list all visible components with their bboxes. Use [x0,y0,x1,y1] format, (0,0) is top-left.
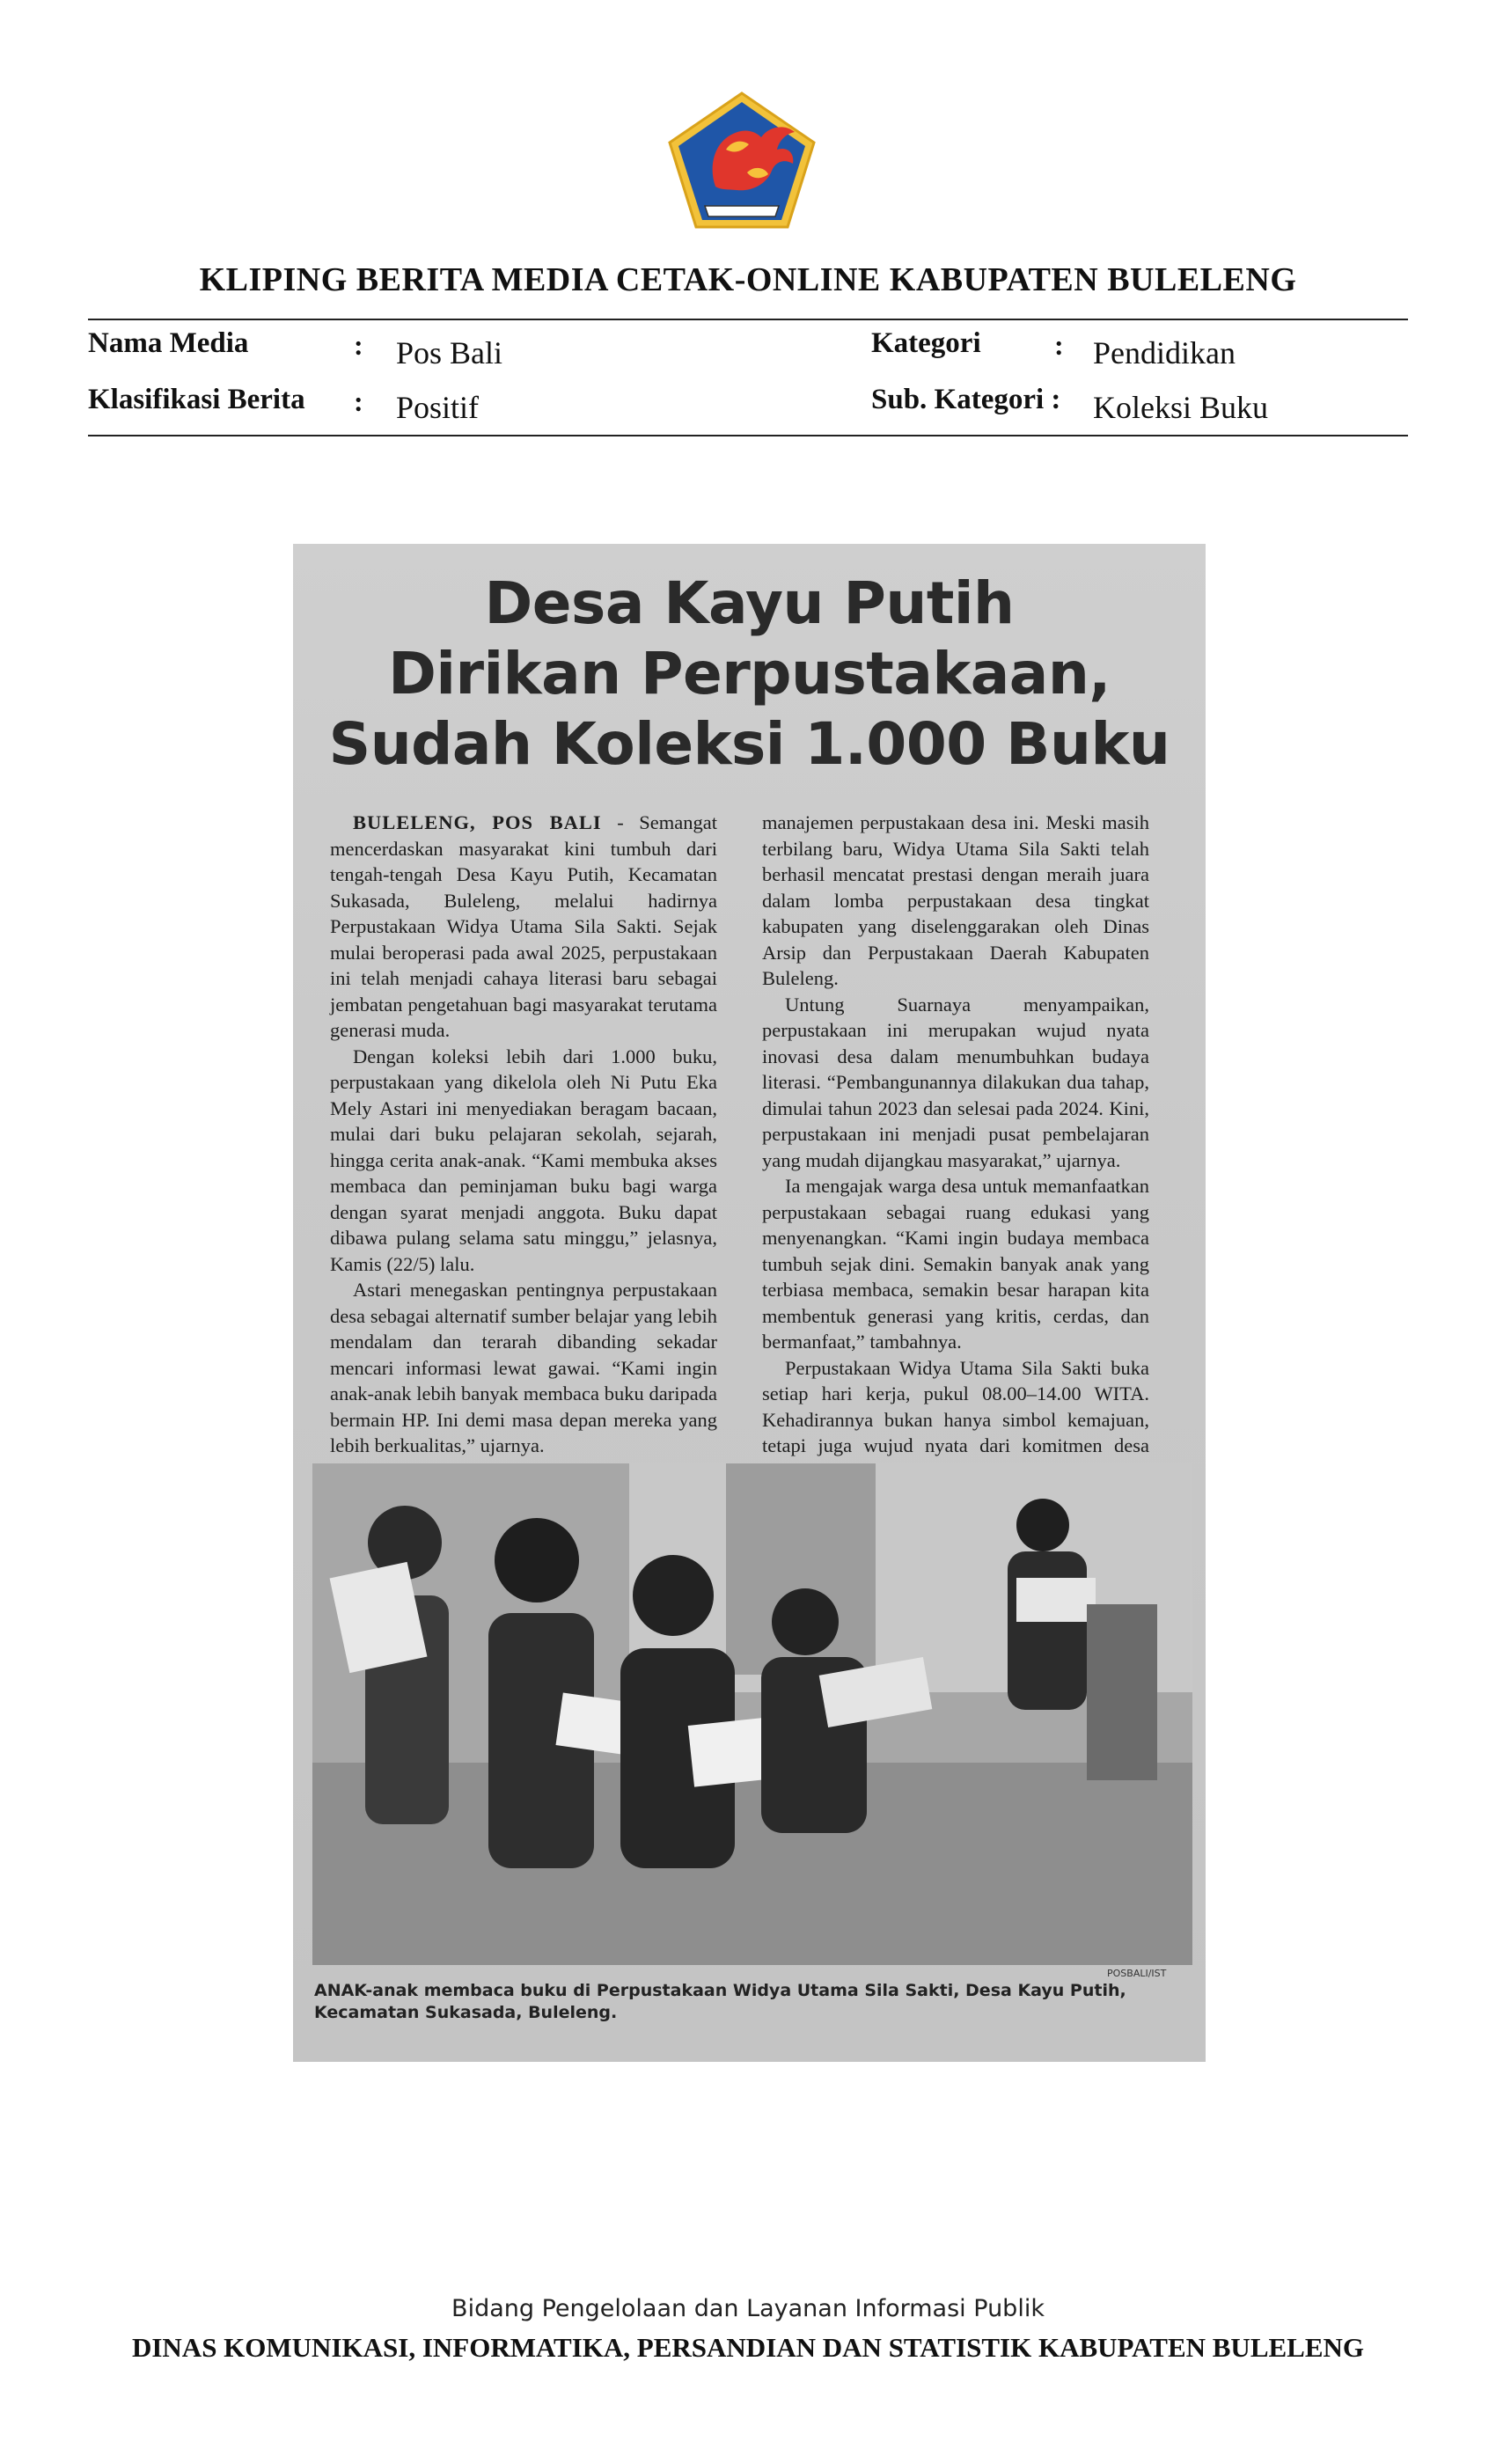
header-divider [88,319,1408,320]
paragraph: Ia mengajak warga desa untuk memanfaatkan perpustakaan sebagai ruang edukasi yang menyenangkan. “Kami ingin budaya membaca tumbuh sejak dini. Semakin banyak anak yang terbiasa membaca, semakin besar harapan kita membentuk generasi yang kritis, cerdas, dan bermanfaat,” tambahnya. [762,1175,1149,1353]
klasifikasi-value: Positif [396,390,480,425]
paragraph [330,810,717,1044]
paragraph: Untung Suarnaya menyampaikan, perpustakaan ini merupakan wujud nyata inovasi desa dalam menumbuhkan budaya literasi. “Pembangunannya dilakukan dua tahap, dimulai tahun 2023 dan selesai pada 2024. Kini, perpustakaan ini menjadi pusat pembelajaran yang mudah dijangkau masyarakat,” ujarnya. [762,993,1149,1171]
footer-division: Bidang Pengelolaan dan Layanan Informasi Publik [451,2295,1045,2322]
colon: : [354,385,363,417]
kabupaten-buleleng-crest-icon [663,88,821,233]
dateline: BULELENG, POS BALI [353,811,602,833]
colon: : [354,329,363,361]
article-column-2 [762,810,1149,1511]
photo-caption: ANAK-anak membaca buku di Perpustakaan Widya Utama Sila Sakti, Desa Kayu Putih, Kecamatan Sukasada, Buleleng. [314,1981,1126,2022]
article-photo [312,1463,1192,1965]
colon: : [1054,329,1064,361]
headline-line: Desa Kayu Putih [484,569,1015,637]
kategori-label: Kategori [871,327,981,359]
klasifikasi-label: Klasifikasi Berita [88,384,305,415]
paragraph: Astari menegaskan pentingnya perpustakaan desa sebagai alternatif sumber belajar yang lebih mendalam dan terarah dibanding sekadar mencari informasi lewat gawai. “Kami ingin anak-anak lebih banyak membaca buku daripada bermain HP. Ini demi masa depan mereka yang lebih berkualitas,” ujarnya. [330,1279,717,1456]
paragraph: Dengan koleksi lebih dari 1.000 buku, perpustakaan yang dikelola oleh Ni Putu Eka Mely Astari ini menyediakan beragam bacaan, mulai dari buku pelajaran sekolah, sejarah, hingga cerita anak-anak. “Kami membuka akses membaca dan peminjaman buku bagi warga dengan syarat menjadi anggota. Buku dapat dibawa pulang selama satu minggu,” jelasnya, Kamis (22/5) lalu. [330,1045,717,1275]
sub-kategori-label: Sub. Kategori : [871,384,1061,415]
paragraph-text: Perpustakaan Widya Utama Sila Sakti buka setiap hari kerja, pukul 08.00–14.00 WITA. Kehadirannya bukan hanya simbol kemajuan, tetapi juga wujud nyata dari komitmen desa [762,1356,1149,1456]
sub-kategori-value: Koleksi Buku [1093,390,1269,425]
header-divider [88,435,1408,436]
headline-line: Dirikan Perpustakaan, [388,640,1111,708]
photo-credit: POSBALI/IST [1107,1968,1167,1979]
nama-media-value: Pos Bali [396,335,503,370]
article-column-1 [330,810,717,1536]
paragraph: manajemen perpustakaan desa ini. Meski masih terbilang baru, Widya Utama Sila Sakti telah berhasil mencatat prestasi dengan meraih juara dalam lomba perpustakaan desa tingkat kabupaten yang diselenggarakan oleh Dinas Arsip dan Perpustakaan Daerah Kabupaten Buleleng. [762,811,1149,989]
nama-media-label: Nama Media [88,327,249,359]
newspaper-clipping [293,544,1206,2062]
headline-line: Sudah Koleksi 1.000 Buku [328,710,1170,778]
article-headline [293,568,1206,780]
kategori-value: Pendidikan [1093,335,1236,370]
paragraph-text: - Semangat mencerdaskan masyarakat kini tumbuh dari tengah-tengah Desa Kayu Putih, Kecamatan Sukasada, Buleleng, melalui hadirnya Perpustakaan Widya Utama Sila Sakti. Sejak mulai beroperasi pada awal 2025, perpustakaan ini telah menjadi cahaya literasi baru sebagai jembatan pengetahuan bagi masyarakat terutama generasi muda. [330,811,717,1041]
footer-agency: DINAS KOMUNIKASI, INFORMATIKA, PERSANDIAN DAN STATISTIK KABUPATEN BULELENG [131,2332,1365,2363]
document-title: KLIPING BERITA MEDIA CETAK-ONLINE KABUPATEN BULELENG [199,261,1297,298]
